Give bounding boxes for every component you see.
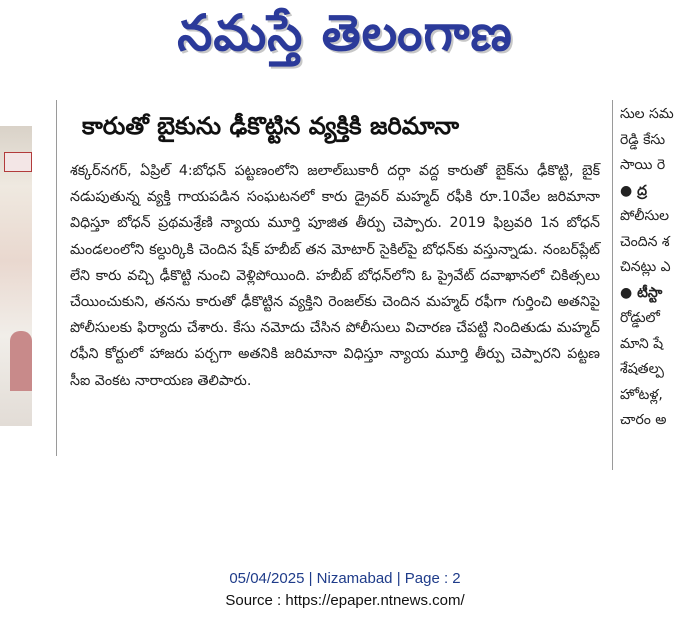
adjacent-line: సాయి రె: [620, 157, 666, 173]
article-body: శక్కర్‌నగర్, ఏప్రిల్ 4:బోధన్ పట్టణంలోని జలాల్‌బుకారీ దర్గా వద్ద కారుతో బైక్‌ను ఢీకొట్టి, బైక్ నడుపుతున్న వ్యక్తి గాయపడిన సంఘటనలో కారు డ్రైవర్ మహ్మద్ రఫీకి రూ.10వేల జరిమానా విధిస్తూ బోధన్ ప్రథమశ్రేణి న్యాయ మూర్తి పూజిత తీర్పు చెప్పారు. 2019 ఫిబ్రవరి 1న బోధన్ మండలంలోని కల్దుర్కికి చెందిన షేక్ హబీబ్ తన మోటార్ సైకిల్‌పై బోధన్‌కు వస్తున్నాడు. నంబర్‌ప్లేట్ లేని కారు వచ్చి ఢీకొట్టి నుంచి వెళ్లిపోయింది. హబీబ్ బోధన్‌లోని ఓ ప్రైవేట్ దవాఖానలో చికిత్సలు చేయించుకుని, తనను కారుతో ఢీకొట్టిన వ్యక్తిని రెంజల్‌కు చెందిన మహ్మద్ రఫీగా గుర్తించి అతనిపై పోలీసులకు ఫిర్యాదు చేశారు. కేసు నమోదు చేసిన పోలీసులు విచారణ చేపట్టి నిందితుడు మహ్మద్ రఫీని కోర్టులో హాజరు పర్చగా అతనికి జరిమానా విధిస్తూ న్యాయ మూర్తి తీర్పు చెప్పారని పట్టణ సీఐ వెంకట నారాయణ తెలిపారు.: [70, 163, 600, 389]
column-divider-right: [612, 100, 613, 470]
page-footer: [0, 568, 690, 612]
adjacent-line: సుల సమ: [620, 106, 674, 122]
column-divider-left: [56, 100, 57, 456]
adjacent-line: చెందిన శ: [620, 233, 670, 250]
adjacent-line: హోటళ్ల,: [620, 386, 663, 403]
adjacent-line: రోడ్డులో: [620, 310, 660, 326]
adjacent-line: ● టీస్టా: [620, 284, 663, 301]
news-article: [64, 102, 604, 394]
adjacent-line: పోలీసుల: [620, 208, 670, 224]
adjacent-line: చినట్లు ఎ: [620, 259, 671, 275]
article-headline: కారుతో బైకును ఢీకొట్టిన వ్యక్తికి జరిమానా: [82, 112, 460, 140]
photo-person: [10, 331, 32, 391]
edition-info: 05/04/2025 | Nizamabad | Page : 2: [229, 570, 461, 587]
adjacent-line: మాని షే: [620, 335, 664, 352]
adjacent-line: శేషతల్ప: [620, 361, 664, 377]
adjacent-line: చారం అ: [620, 412, 667, 428]
cropped-photo: [0, 126, 32, 426]
adjacent-line: ● ద్ర: [620, 182, 647, 199]
adjacent-line: రెడ్డి కేసు: [620, 131, 666, 148]
photo-signboard: [4, 152, 32, 172]
newspaper-logo: నమస్తే తెలంగాణ: [177, 3, 513, 62]
adjacent-column-fragment: [620, 102, 690, 434]
masthead: [0, 0, 690, 78]
source-url: Source : https://epaper.ntnews.com/: [225, 592, 465, 609]
